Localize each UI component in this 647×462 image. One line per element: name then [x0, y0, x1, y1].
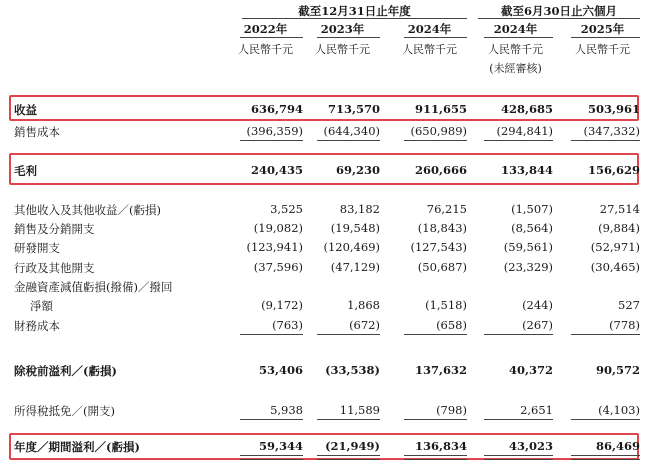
cell-oi-2024h1: (1,507)	[511, 202, 553, 216]
cell-pbt-2022: 53,406	[258, 363, 303, 377]
year-header-3: 2024年	[407, 22, 452, 36]
cell-np-2024h1: 43,023	[508, 439, 553, 453]
year-rule-3	[404, 37, 467, 38]
year-header-5: 2025年	[580, 22, 625, 36]
cell-tax-2023: 11,589	[339, 403, 380, 417]
cell-np-2025h1: 86,469	[595, 439, 640, 453]
subtotal-rule	[317, 419, 380, 420]
cell-rnd-2024: (127,543)	[410, 240, 467, 254]
row-label-selling-expenses: 銷售及分銷開支	[14, 222, 95, 236]
cell-tax-2024h1: 2,651	[520, 403, 553, 417]
cell-pbt-2024: 137,632	[414, 363, 467, 377]
cell-tax-2025h1: (4,103)	[598, 403, 640, 417]
cell-revenue-2024h1: 428,685	[500, 102, 553, 116]
cell-imp-2024: (1,518)	[425, 298, 467, 312]
cell-cos-2024h1: (294,841)	[496, 124, 553, 138]
cell-gp-2023: 69,230	[335, 163, 380, 177]
subtotal-rule	[571, 334, 640, 335]
row-label-profit-before-tax: 除稅前溢利／(虧損)	[14, 364, 117, 378]
cell-fc-2024h1: (267)	[522, 318, 553, 332]
cell-admin-2024: (50,687)	[417, 260, 467, 274]
subtotal-rule	[571, 140, 640, 141]
cell-revenue-2022: 636,794	[250, 102, 303, 116]
subtotal-rule	[240, 140, 303, 141]
subtotal-rule	[317, 140, 380, 141]
subtotal-rule	[484, 419, 553, 420]
cell-tax-2024: (798)	[436, 403, 467, 417]
row-label-income-tax: 所得稅抵免／(開支)	[14, 404, 115, 418]
row-label-gross-profit: 毛利	[14, 164, 37, 178]
cell-imp-2024h1: (244)	[522, 298, 553, 312]
total-double-rule	[404, 455, 467, 460]
cell-se-2024: (18,843)	[417, 221, 467, 235]
subtotal-rule	[240, 419, 303, 420]
cell-admin-2025h1: (30,465)	[590, 260, 640, 274]
cell-rnd-2023: (120,469)	[323, 240, 380, 254]
cell-rnd-2022: (123,941)	[246, 240, 303, 254]
cell-se-2022: (19,082)	[253, 221, 303, 235]
row-label-finance-costs: 財務成本	[14, 319, 60, 333]
cell-imp-2022: (9,172)	[261, 298, 303, 312]
cell-imp-2023: 1,868	[347, 298, 380, 312]
cell-np-2024: 136,834	[414, 439, 467, 453]
row-label-cost-of-sales: 銷售成本	[14, 125, 60, 139]
subtotal-rule	[484, 140, 553, 141]
total-double-rule	[317, 455, 380, 460]
header-group-interim: 截至6月30日止六個月	[500, 4, 617, 18]
header-group-interim-rule	[478, 18, 640, 19]
cell-oi-2025h1: 27,514	[599, 202, 640, 216]
cell-revenue-2024: 911,655	[414, 102, 467, 116]
year-header-2: 2023年	[320, 22, 365, 36]
header-group-annual-rule	[242, 18, 467, 19]
cell-cos-2024: (650,989)	[410, 124, 467, 138]
cell-gp-2024: 260,666	[414, 163, 467, 177]
row-label-impairment: 金融資產減值虧損(撥備)／撥回	[14, 280, 173, 294]
row-label-other-income: 其他收入及其他收益／(虧損)	[14, 203, 161, 217]
cell-cos-2025h1: (347,332)	[583, 124, 640, 138]
row-label-admin-expenses: 行政及其他開支	[14, 261, 95, 275]
cell-se-2024h1: (8,564)	[511, 221, 553, 235]
subtotal-rule	[404, 334, 467, 335]
cell-cos-2023: (644,340)	[323, 124, 380, 138]
subtotal-rule	[484, 334, 553, 335]
cell-gp-2025h1: 156,629	[587, 163, 640, 177]
cell-oi-2022: 3,525	[270, 202, 303, 216]
total-double-rule	[571, 455, 640, 460]
subtotal-rule	[404, 419, 467, 420]
cell-se-2025h1: (9,884)	[598, 221, 640, 235]
cell-fc-2024: (658)	[436, 318, 467, 332]
row-label-rnd-expenses: 研發開支	[14, 241, 60, 255]
subtotal-rule	[317, 334, 380, 335]
year-rule-2	[317, 37, 380, 38]
year-rule-1	[240, 37, 303, 38]
unaudited-note: (未經審核)	[489, 62, 542, 75]
cell-admin-2023: (47,129)	[330, 260, 380, 274]
cell-oi-2024: 76,215	[426, 202, 467, 216]
cell-revenue-2025h1: 503,961	[587, 102, 640, 116]
cell-np-2022: 59,344	[258, 439, 303, 453]
subtotal-rule	[571, 419, 640, 420]
year-header-1: 2022年	[243, 22, 288, 36]
cell-cos-2022: (396,359)	[246, 124, 303, 138]
cell-se-2023: (19,548)	[330, 221, 380, 235]
total-double-rule	[484, 455, 553, 460]
cell-rnd-2025h1: (52,971)	[590, 240, 640, 254]
cell-pbt-2025h1: 90,572	[595, 363, 640, 377]
unit-label-5: 人民幣千元	[575, 43, 630, 56]
cell-fc-2022: (763)	[272, 318, 303, 332]
unit-label-1: 人民幣千元	[238, 43, 293, 56]
row-label-revenue: 收益	[14, 103, 37, 117]
cell-np-2023: (21,949)	[325, 439, 380, 453]
cell-fc-2025h1: (778)	[609, 318, 640, 332]
cell-pbt-2024h1: 40,372	[508, 363, 553, 377]
subtotal-rule	[404, 140, 467, 141]
cell-rnd-2024h1: (59,561)	[503, 240, 553, 254]
year-rule-4	[484, 37, 553, 38]
cell-imp-2025h1: 527	[618, 298, 640, 312]
cell-admin-2024h1: (23,329)	[503, 260, 553, 274]
unit-label-2: 人民幣千元	[315, 43, 370, 56]
row-label-profit-for-period: 年度／期間溢利／(虧損)	[14, 440, 140, 454]
cell-revenue-2023: 713,570	[327, 102, 380, 116]
cell-oi-2023: 83,182	[339, 202, 380, 216]
unit-label-3: 人民幣千元	[402, 43, 457, 56]
total-double-rule	[240, 455, 303, 460]
row-label-impairment-cont: 淨額	[30, 299, 53, 313]
cell-gp-2024h1: 133,844	[500, 163, 553, 177]
cell-admin-2022: (37,596)	[253, 260, 303, 274]
subtotal-rule	[240, 334, 303, 335]
unit-label-4: 人民幣千元	[488, 43, 543, 56]
cell-gp-2022: 240,435	[250, 163, 303, 177]
header-group-annual: 截至12月31日止年度	[298, 4, 411, 18]
year-rule-5	[571, 37, 640, 38]
year-header-4: 2024年	[493, 22, 538, 36]
cell-pbt-2023: (33,538)	[325, 363, 380, 377]
cell-tax-2022: 5,938	[270, 403, 303, 417]
cell-fc-2023: (672)	[349, 318, 380, 332]
